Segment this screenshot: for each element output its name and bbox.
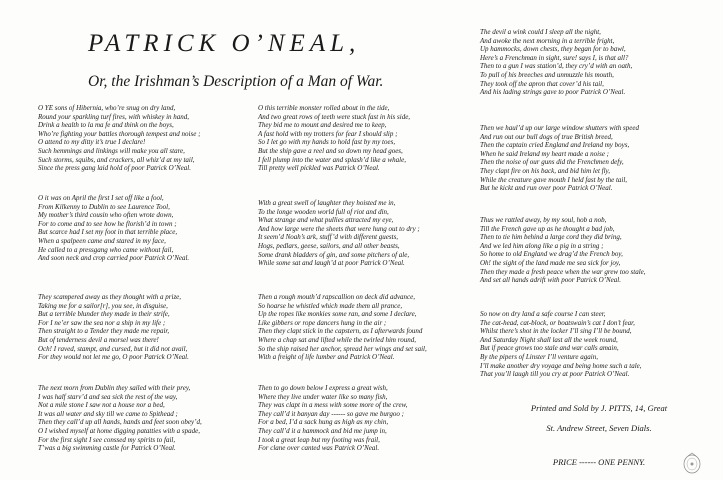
verse-line: What strange and what pullies attracted my eye,: [258, 216, 394, 225]
verse-line: And soon neck and crop carried poor Patrick O’Neal.: [38, 254, 190, 263]
verse-line: Some drank bladders of gin, and some pitchers of ale,: [258, 250, 410, 259]
verse-line: And two great rows of teeth were stuck fast in his side,: [258, 112, 411, 121]
verse-line: So I let go with my hands to hold fast by my toes,: [258, 138, 396, 147]
verse-line: And Saturday Night shall last all the week round,: [480, 335, 618, 344]
verse-line: Thus we rattled away, by my soul, hob a nob,: [480, 216, 607, 224]
verse-line: They bid me to mount and desired me to keep,: [258, 121, 387, 130]
verse-line: And awoke the next morning in a terrible fright,: [480, 36, 615, 45]
verse-line: To the longe wooden world full of riot and din,: [258, 207, 389, 216]
stanza-8: [258, 384, 407, 453]
verse-line: They took off the apron that cover’d his tail,: [480, 79, 604, 88]
imprint-printer: Printed and Sold by J. PITTS, 14, Great: [530, 403, 668, 413]
verse-line: Here’s a Frenchman in sight, sure! says I, is that all?: [480, 53, 629, 62]
verse-line: Then they clapt stick in the capstern, as I afterwards found: [258, 327, 423, 336]
stanza-7: [258, 293, 427, 362]
verse-line: So the ship raised her anchor, spread her wings and set sail,: [258, 344, 427, 353]
verse-line: Then the noise of our guns did the Frenchmen defy,: [480, 158, 624, 167]
verse-line: Hogs, pedlars, geese, sailors, and all other beasts,: [258, 241, 400, 250]
verse-line: It seem’d Noah’s ark, stuff’d with different guests,: [258, 233, 399, 242]
verse-line: Whilst there’s shot in the locker I’ll sing I’ll be bound,: [480, 327, 632, 336]
verse-line: With a freight of life lumber and Patrick O’Neal.: [258, 353, 395, 362]
verse-line: From Kilkenny to Dublin to see Laurence Tool,: [38, 202, 170, 211]
stanza-9: [480, 28, 632, 97]
verse-line: I fell plump into the water and splash’d like a whale,: [258, 155, 406, 164]
verse-line: But he kickt and run over poor Patrick O’Neal.: [480, 184, 613, 193]
verse-line: Then a rough mouth’d rapscallion on deck did advance,: [258, 293, 416, 301]
verse-line: Then to a gun I was station’d, they cry’d with an oath,: [480, 62, 633, 71]
verse-line: They scampered away as they thought with a prize,: [38, 293, 182, 301]
verse-line: For a bed, I’d a sack hung as high as my chin,: [258, 418, 389, 427]
stanza-1: [38, 104, 200, 173]
verse-line: So hoarse he whistled which made them all prance,: [258, 301, 403, 310]
stanza-6: [258, 199, 420, 268]
stanza-4: [38, 384, 202, 453]
verse-line: To pull of his breeches and unmuzzle his mouth,: [480, 70, 614, 79]
verse-line: Round your sparkling turf fires, with whiskey in hand,: [38, 112, 190, 121]
verse-line: Such storms, squibs, and crackers, all whiz’d at my tail,: [38, 155, 195, 164]
verse-line: The cat-head, cat-block, or boatswain’s cat I don’t fear,: [480, 318, 635, 327]
verse-line: So home to old England we drag’d the French boy,: [480, 250, 623, 259]
verse-line: For the first sight I see conssed my spirits to fail,: [38, 435, 176, 444]
stanza-12: [480, 310, 642, 379]
verse-line: But a terrible blunder they made in their strife,: [38, 310, 170, 319]
verse-line: And we led him along like a pig in a string ;: [480, 241, 604, 250]
verse-line: It was all water and sky till we came to Spithead ;: [38, 409, 178, 418]
verse-line: When a spalpeen came and stared in my face,: [38, 236, 166, 245]
verse-line: So now on dry land a safe course I can steer,: [480, 310, 606, 318]
imprint-address: St. Andrew Street, Seven Dials.: [546, 423, 652, 433]
verse-line: Who’re fighting your battles thorough tempest and noise ;: [38, 129, 201, 138]
ballad-title: PATRICK O’NEAL,: [88, 30, 361, 57]
verse-line: Till the French gave up as he thought a bad job,: [480, 224, 615, 233]
stanza-11: [480, 216, 646, 285]
verse-line: Then to go down below I express a great wish,: [258, 384, 388, 392]
verse-line: And run out our bull dogs of true British breed,: [480, 132, 613, 141]
ballad-subtitle: Or, the Irishman’s Description of a Man of War.: [88, 73, 384, 90]
verse-line: But the ship gave a reel and so down my head goes,: [258, 146, 403, 155]
verse-line: When he said Ireland my heart made a noise ;: [480, 149, 610, 158]
verse-line: Up hammocks, down chests, they began for to bawl,: [480, 45, 626, 54]
verse-line: Such hemmings and linkings will make you all stare,: [38, 146, 185, 155]
verse-line: While the creature gave mouth I held fast by the tail,: [480, 175, 628, 184]
stanza-10: [480, 124, 639, 193]
verse-line: Then to tie him behind a large cord they did bring,: [480, 233, 622, 242]
verse-line: I’ll make another dry voyage and being home such a tale,: [480, 361, 642, 370]
stanza-3: [38, 293, 189, 362]
verse-line: For they would not let me go, O poor Patrick O’Neal.: [38, 353, 189, 362]
verse-line: But if peace grows too stale and war calls amain,: [480, 344, 619, 353]
stanza-5: [258, 104, 410, 173]
verse-line: For clane over canted was Patrick O’Neal.: [258, 444, 380, 453]
verse-line: Then they made a fresh peace when the war grew too stale,: [480, 267, 646, 276]
verse-line: They call’d it a hammock and bid me jump in,: [258, 426, 387, 435]
verse-line: But scarce had I set my foot in that terrible place,: [38, 228, 178, 237]
verse-line: I took a great leap but my footing was frail,: [258, 435, 380, 444]
verse-line: Then straight to a Tender they made me repair,: [38, 327, 170, 336]
crest-emblem-icon: [681, 452, 703, 474]
verse-line: Then they call’d up all hands, hands and feet soon obey’d,: [38, 418, 202, 427]
verse-line: For I ne’er saw the sea nor a ship in my life ;: [38, 318, 166, 327]
verse-line: And his lading strings gave to poor Patrick O’Neal.: [480, 88, 626, 97]
verse-line: O it was on April the first I set off like a fool,: [38, 194, 164, 202]
verse-line: O YE sons of Hibernia, who’re snug on dry land,: [38, 104, 176, 112]
verse-line: They clapt fire on his back, and bid him let fly,: [480, 166, 610, 175]
verse-line: The devil a wink could I sleep all the night,: [480, 28, 601, 36]
verse-line: Taking me for a sailor[r], you see, in disguise,: [38, 301, 168, 310]
verse-line: O I wished myself at home digging patatties with a spade,: [38, 426, 200, 435]
verse-line: My mother’s third cousin who often wrote down,: [38, 211, 174, 220]
stanza-2: [38, 194, 189, 263]
verse-line: They call’d it banyan day ------ so gave me burgoo ;: [258, 409, 404, 418]
verse-line: He called to a pressgang who came without fail,: [38, 245, 174, 254]
verse-line: O this terrible monster rolled about in the tide,: [258, 104, 390, 112]
verse-line: For to come and to see how he florish’d in town ;: [38, 219, 177, 228]
verse-line: Where a chap sat and lifted while the twirled him round,: [258, 335, 416, 344]
verse-line: They was clapt in a mess with some more of the crew,: [258, 401, 408, 410]
verse-line: While some sat and laugh’d at poor Patrick O’Neal.: [258, 259, 405, 268]
verse-line: T’was a big swimming castle for Patrick O’Neal.: [38, 444, 176, 453]
verse-line: Since the press gang laid hold of poor Patrick O’Neal.: [38, 164, 191, 173]
verse-line: Drink a health to la ma fe and think on the boys,: [38, 121, 174, 130]
verse-line: Not a mile stone I saw not a house nor a bed,: [38, 401, 165, 410]
verse-line: That you’ll laugh till you cry at poor Patrick O’Neal.: [480, 370, 630, 379]
imprint-price: PRICE ------ ONE PENNY.: [552, 457, 646, 467]
verse-line: Then the captain cried England and Ireland my boys,: [480, 141, 630, 150]
verse-line: But of tenderness devil a morsel was there!: [38, 335, 159, 344]
verse-line: I was half starv’d and sea sick the rest of the way,: [38, 392, 178, 401]
verse-line: Up the ropes like monkies some ran, and some I declare,: [258, 310, 417, 319]
verse-line: Och! I raved, stampt, and cursed, but it did not avail,: [38, 344, 188, 353]
verse-line: By the pipers of Linster I’ll venture again,: [480, 352, 598, 361]
verse-line: Like gibbers or rope dancers hung in the air ;: [258, 318, 387, 327]
verse-line: A fast hold with my trotters for fear I should slip ;: [258, 129, 398, 138]
verse-line: Then we haul’d up our large window shutters with speed: [480, 124, 639, 132]
verse-line: With a great swell of laughter they hoisted me in,: [258, 199, 396, 207]
verse-line: O attend to my ditty it’s true I declare!: [38, 138, 146, 147]
verse-line: Where they live under water like so many fish,: [258, 392, 388, 401]
verse-line: The next morn from Dublin they sailed with their prey,: [38, 384, 191, 392]
verse-line: Till pretty well pickled was Patrick O’Neal.: [258, 164, 380, 173]
verse-line: And set all hands adrift with poor Patrick O’Neal.: [480, 276, 621, 285]
verse-line: And how large were the sheets that were hung out to dry ;: [258, 224, 420, 233]
verse-line: Oh! the sight of the land made me sea sick for joy,: [480, 258, 621, 267]
